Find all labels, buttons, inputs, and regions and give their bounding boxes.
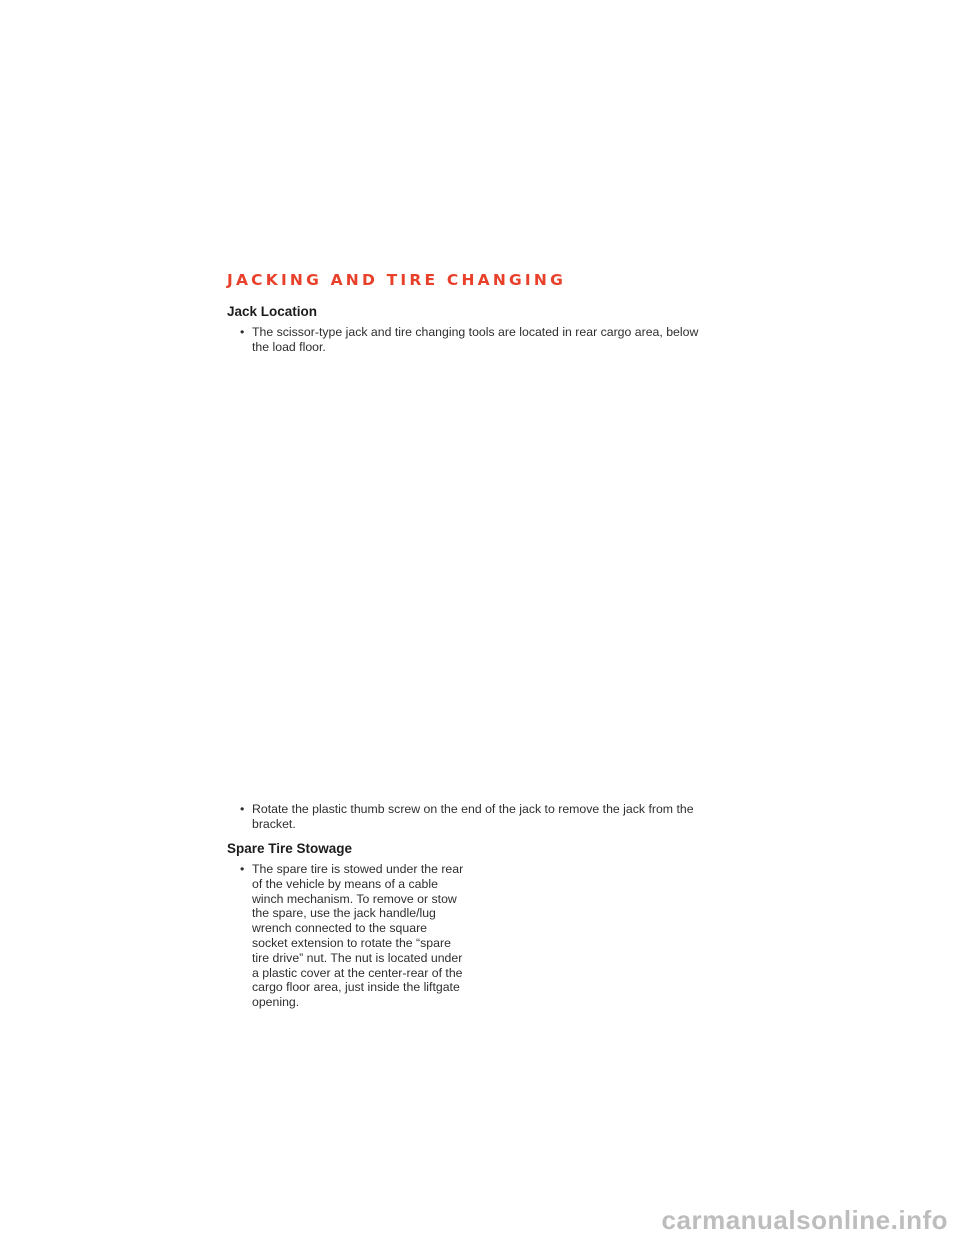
spare-tire-bullet-1 <box>240 862 465 1010</box>
section-title: JACKING AND TIRE CHANGING <box>227 271 566 289</box>
watermark: carmanualsonline.info <box>661 1205 948 1235</box>
jack-location-bullet-2 <box>240 802 712 832</box>
bullet-dot: • <box>240 325 245 339</box>
spare-tire-heading: Spare Tire Stowage <box>227 841 353 856</box>
bullet-dot: • <box>240 862 245 876</box>
jack-location-bullet-1-text: The scissor-type jack and tire changing tools are located in rear cargo area, below the load floor. <box>252 325 699 354</box>
jack-location-heading: Jack Location <box>227 304 318 319</box>
jack-location-bullet-1 <box>240 325 712 355</box>
spare-tire-bullet-1-text: The spare tire is stowed under the rear of the vehicle by means of a cable winch mechanism. To remove or stow the spare, use the jack handle/lug wrench connected to the square socket extension to rotate the “spare tire drive” nut. The nut is located under a plastic cover at the center-rear of the cargo floor area, just inside the liftgate opening. <box>252 862 464 1010</box>
bullet-dot: • <box>240 802 245 816</box>
jack-location-bullet-2-text: Rotate the plastic thumb screw on the end of the jack to remove the jack from the bracket. <box>252 802 694 831</box>
